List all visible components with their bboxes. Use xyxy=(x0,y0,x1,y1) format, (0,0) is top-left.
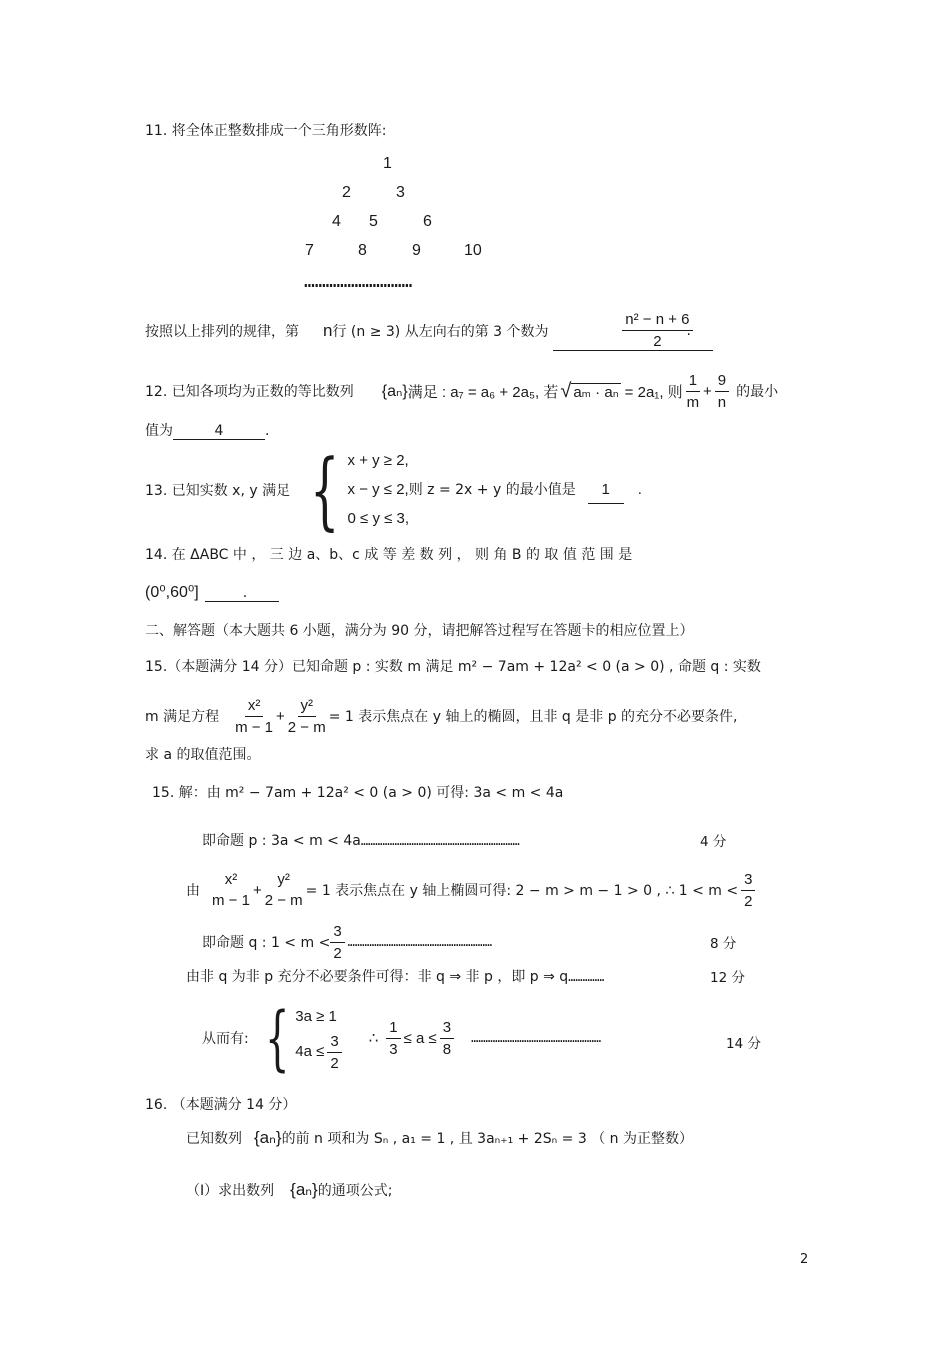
sqrt-sign: √ xyxy=(560,379,572,402)
sol15-l4 xyxy=(202,920,492,964)
frac-num: 3 xyxy=(440,1019,454,1039)
sol15-l5 xyxy=(186,966,604,986)
sol15-frac-x xyxy=(212,871,250,909)
sol15-frac-1-3 xyxy=(386,1019,400,1058)
sol15-frac-3-2 xyxy=(330,923,344,962)
sol15-frac-3-8 xyxy=(440,1019,454,1058)
q12-line1 xyxy=(145,368,778,414)
sol15-sys-rows xyxy=(295,1003,344,1073)
frac-den: 8 xyxy=(442,1040,452,1058)
leader-dots: …………… xyxy=(568,970,605,984)
tri-cell: 8 xyxy=(358,242,367,259)
q14-tail: . xyxy=(242,585,248,601)
q11-rule-mid: 行 (n ≥ 3) 从左向右的第 3 个数为 xyxy=(332,324,549,340)
q13-row2-wrap xyxy=(348,477,642,504)
leader-dots: ………………………………………………………… xyxy=(360,834,520,848)
q12-eq: = 2a₁, 则 xyxy=(624,383,683,401)
q12-frac-9-n xyxy=(715,372,729,411)
q13-tail: . xyxy=(637,480,642,498)
q11-answer-den: 2 xyxy=(653,333,662,350)
frac-den: 2 xyxy=(333,944,342,962)
q12-sqrt xyxy=(560,380,620,403)
q12-line2 xyxy=(145,420,269,440)
q13-row2: x − y ≤ 2, xyxy=(347,480,409,498)
q13-row1: x + y ≥ 2, xyxy=(347,452,409,469)
q13-block xyxy=(145,441,642,539)
frac-num: x² xyxy=(224,871,238,888)
q12-answer: 4 xyxy=(173,423,265,440)
q11-intro: 11. 将全体正整数排成一个三角形数阵: xyxy=(145,123,387,139)
sol15-l1: 15. 解：由 m² − 7am + 12a² < 0 (a > 0) 可得: 3a < m < 4a xyxy=(152,785,564,801)
q15-line2-pre: m 满足方程 xyxy=(145,709,220,725)
section2-heading: 二、解答题（本大题共 6 小题，满分为 90 分，请把解答过程写在答题卡的相应位置上） xyxy=(145,623,694,639)
brace: { xyxy=(310,441,340,539)
q13-row3: 0 ≤ y ≤ 3, xyxy=(347,510,410,527)
therefore-sign: ∴ xyxy=(368,1030,379,1047)
tri-cell: 6 xyxy=(423,213,432,230)
leader-dots: …………………………………………………… xyxy=(347,935,493,949)
sol15-frac-3-2 xyxy=(327,1033,341,1072)
tri-cell: 4 xyxy=(332,213,341,230)
sol15-l4-points: 8 分 xyxy=(710,936,737,952)
tri-cell: 3 xyxy=(396,184,405,201)
q16-seq: {aₙ} xyxy=(290,1180,318,1199)
q16-l2 xyxy=(186,1180,392,1200)
frac-num: 1 xyxy=(386,1019,400,1039)
q11-tail: . xyxy=(686,323,691,339)
tri-ellipsis: ………………………… xyxy=(304,268,413,292)
frac-den: 2 − m xyxy=(287,718,326,736)
tri-cell: 9 xyxy=(412,242,421,259)
sol15-l3-pre: 由 xyxy=(186,883,200,899)
q12-sqrt-body: aₘ · aₙ xyxy=(573,383,619,401)
q16-seq: {aₙ} xyxy=(254,1128,282,1147)
sol15-sys-row2 xyxy=(295,1033,344,1072)
plus-sign: + xyxy=(276,707,285,725)
q12-text: 12. 已知各项均为正数的等比数列 xyxy=(145,384,354,400)
q14-line1: 14. 在 ΔABC 中 ， 三 边 a、b、c 成 等 差 数 列 ， 则 角 B 的 取 值 范 围 是 xyxy=(145,547,633,563)
q14-blank xyxy=(205,585,279,602)
sol15-l3-mid: = 1 表示焦点在 y 轴上椭圆可得: 2 − m > m − 1 > 0 , ∴ 1 < m < xyxy=(305,883,739,899)
frac-den: 2 xyxy=(744,892,753,910)
frac-den: 2 xyxy=(330,1054,339,1072)
plus-sign: + xyxy=(703,382,712,400)
sol15-l2-points: 4 分 xyxy=(700,834,727,850)
tri-cell: 2 xyxy=(342,184,351,201)
sol15-l6-points: 14 分 xyxy=(726,1036,761,1052)
sol15-frac-y xyxy=(265,871,303,909)
frac-den: m xyxy=(686,393,700,411)
q15-frac-y xyxy=(288,697,326,736)
q16-l1-pre: 已知数列 xyxy=(186,1131,242,1147)
q11-rule-pre: 按照以上排列的规律，第 xyxy=(145,324,299,340)
sol15-leq: ≤ a ≤ xyxy=(403,1029,437,1047)
sol15-l6-pre: 从而有: xyxy=(202,1031,249,1047)
tri-cell: 7 xyxy=(305,242,314,259)
q14-line2 xyxy=(145,582,279,602)
sol15-system xyxy=(255,997,345,1079)
brace: { xyxy=(264,997,290,1079)
frac-den: m − 1 xyxy=(212,892,250,909)
frac-den: n xyxy=(717,393,727,411)
page-number: 2 xyxy=(800,1252,809,1267)
q12-frac-1-m xyxy=(686,372,700,411)
q12-seq: {aₙ} xyxy=(381,383,408,400)
q16-l1 xyxy=(186,1128,693,1148)
q11-rule xyxy=(145,309,691,353)
q15-line1: 15.（本题满分 14 分）已知命题 p : 实数 m 满足 m² − 7am + 12a² < 0 (a > 0) , 命题 q : 实数 xyxy=(145,659,761,675)
frac-num: y² xyxy=(277,871,290,888)
frac-den: 2 − m xyxy=(264,892,303,909)
frac-num: x² xyxy=(245,697,264,717)
tri-cell: 5 xyxy=(369,213,378,230)
q13-row2-tail: 则 z = 2x + y 的最小值是 xyxy=(408,481,576,498)
plus-sign: + xyxy=(252,881,262,899)
frac-num: 3 xyxy=(741,871,755,891)
q15-line2-tail: = 1 表示焦点在 y 轴上的椭圆，且非 q 是非 p 的充分不必要条件, xyxy=(328,709,738,725)
q13-rows xyxy=(348,448,642,532)
frac-num: y² xyxy=(298,697,317,717)
tri-cell: 1 xyxy=(383,155,392,172)
q16-l1-tail: 的前 n 项和为 Sₙ , a₁ = 1 , 且 3aₙ₊₁ + 2Sₙ = 3 （ n 为正整数） xyxy=(281,1131,693,1147)
sol15-l2-text: 即命题 p : 3a < m < 4a xyxy=(202,833,361,849)
sol15-sys-row2-text: 4a ≤ xyxy=(295,1043,325,1061)
frac-num: 3 xyxy=(327,1033,341,1053)
q14-answer: (0⁰,60⁰] xyxy=(145,584,199,601)
q12-line2-tail: . xyxy=(265,423,270,439)
frac-num: 1 xyxy=(686,372,700,392)
q15-line2 xyxy=(145,692,737,740)
frac-den: 3 xyxy=(389,1040,398,1058)
q13-answer: 1 xyxy=(588,477,624,504)
sol15-sys-row1: 3a ≥ 1 xyxy=(295,1008,337,1026)
leader-dots: ……………………………………………… xyxy=(471,1031,602,1045)
q13-system xyxy=(298,441,642,539)
q15-line3: 求 a 的取值范围。 xyxy=(145,747,261,763)
q12-tail: 的最小 xyxy=(736,384,779,400)
sol15-l2 xyxy=(202,830,520,850)
sol15-frac-3-2 xyxy=(741,871,755,910)
frac-num: 3 xyxy=(330,923,344,943)
q12-line2-pre: 值为 xyxy=(145,423,173,439)
sol15-l3 xyxy=(186,866,758,914)
tri-cell: 10 xyxy=(464,242,482,259)
frac-den: m − 1 xyxy=(235,718,274,736)
frac-num: 9 xyxy=(715,372,729,392)
q11-answer-num: n² − n + 6 xyxy=(622,311,692,331)
q16-head: 16. （本题满分 14 分） xyxy=(145,1097,297,1113)
q15-frac-x xyxy=(235,697,273,736)
q16-l2-pre: （Ⅰ）求出数列 xyxy=(186,1183,275,1199)
sol15-l6 xyxy=(202,997,602,1079)
sol15-l5-text: 由非 q 为非 p 充分不必要条件可得：非 q ⇒ 非 p ，即 p ⇒ q xyxy=(186,969,569,985)
q11-rule-n: n xyxy=(323,321,333,340)
q12-cond: 满足 : a₇ = a₆ + 2a₅, 若 xyxy=(407,383,559,401)
q13-pre: 13. 已知实数 x, y 满足 xyxy=(145,483,291,499)
sol15-l5-points: 12 分 xyxy=(710,970,745,986)
sol15-l4-text: 即命题 q : 1 < m < xyxy=(202,935,331,951)
q11-answer xyxy=(622,311,692,350)
q16-l2-tail: 的通项公式; xyxy=(317,1183,393,1199)
